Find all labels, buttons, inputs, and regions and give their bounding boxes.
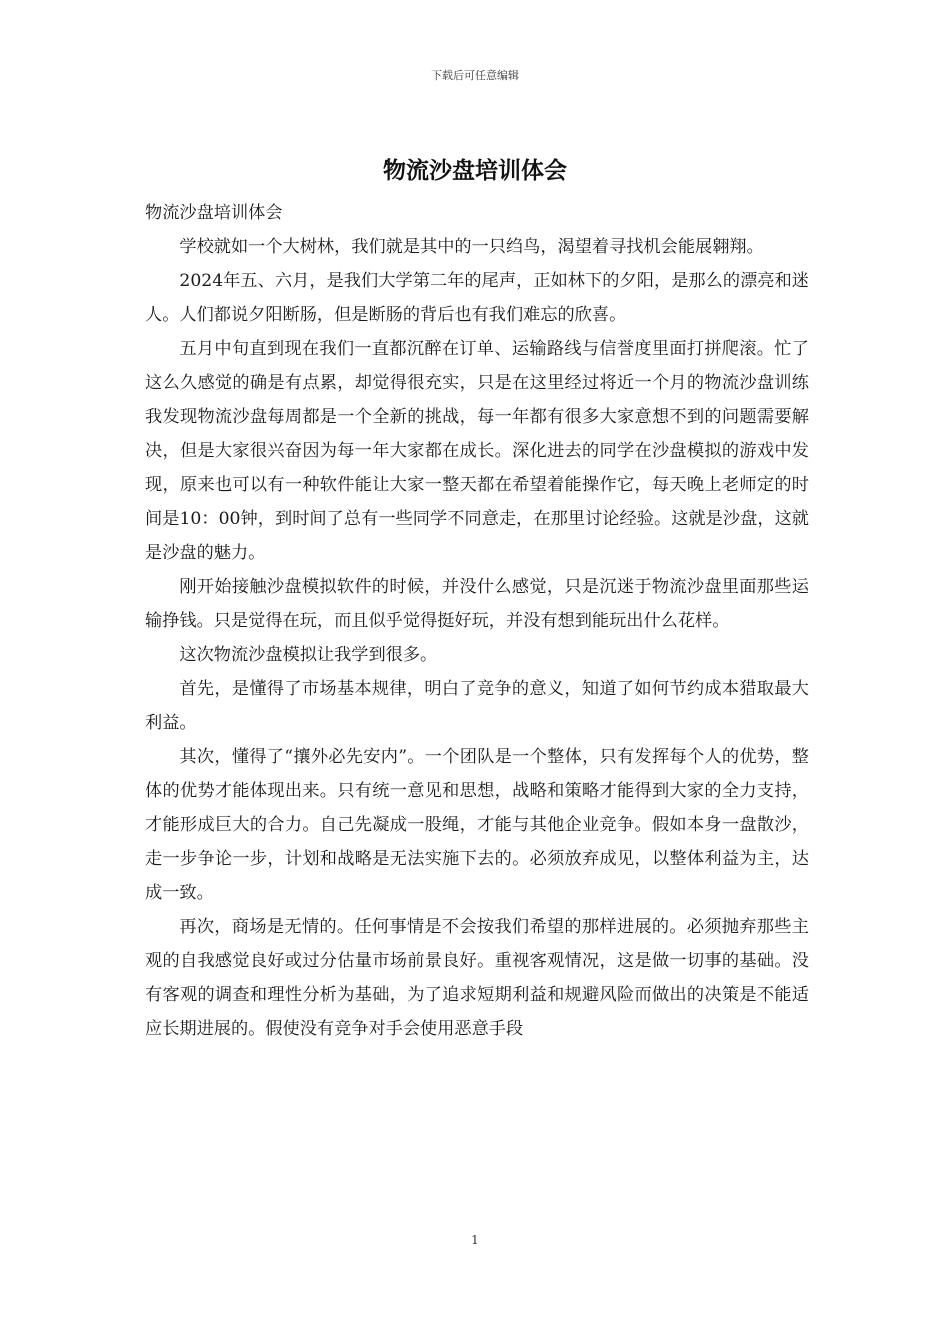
paragraph: 刚开始接触沙盘模拟软件的时候，并没什么感觉，只是沉迷于物流沙盘里面那些运输挣钱。只是觉得在玩，而且似乎觉得挺好玩，并没有想到能玩出什么花样。 xyxy=(145,577,809,631)
document-title: 物流沙盘培训体会 xyxy=(383,157,567,184)
page-number: 1 xyxy=(471,1233,479,1247)
paragraph: 这次物流沙盘模拟让我学到很多。 xyxy=(179,645,438,665)
paragraph: 学校就如一个大树林，我们就是其中的一只绉鸟，渴望着寻找机会能展翱翔。 xyxy=(179,237,764,257)
document-body xyxy=(145,196,809,1046)
paragraph: 再次，商场是无情的。任何事情是不会按我们希望的那样进展的。必须抛弃那些主观的自我感觉良好或过分估量市场前景良好。重视客观情况，这是做一切事的基础。没有客观的调查和理性分析为基础，为了追求短期利益和规避风险而做出的决策是不能适应长期进展的。假使没有竞争对手会使用恶意手段 xyxy=(145,917,809,1039)
document-subtitle: 物流沙盘培训体会 xyxy=(145,203,283,223)
page-header-note: 下载后可任意编辑 xyxy=(431,69,519,82)
paragraph: 首先，是懂得了市场基本规律，明白了竞争的意义，知道了如何节约成本猎取最大利益。 xyxy=(145,679,809,733)
paragraph: 2024年五、六月，是我们大学第二年的尾声，正如林下的夕阳，是那么的漂亮和迷人。人们都说夕阳断肠，但是断肠的背后也有我们难忘的欣喜。 xyxy=(145,271,809,325)
paragraph: 五月中旬直到现在我们一直都沉醉在订单、运输路线与信誉度里面打拼爬滚。忙了这么久感觉的确是有点累，却觉得很充实，只是在这里经过将近一个月的物流沙盘训练我发现物流沙盘每周都是一个全新的挑战，每一年都有很多大家意想不到的问题需要解决，但是大家很兴奋因为每一年大家都在成长。深化进去的同学在沙盘模拟的游戏中发现，原来也可以有一种软件能让大家一整天都在希望着能操作它，每天晚上老师定的时间是10：00钟，到时间了总有一些同学不同意走，在那里讨论经验。这就是沙盘，这就是沙盘的魅力。 xyxy=(145,339,809,563)
paragraph: 其次，懂得了“攘外必先安内”。一个团队是一个整体，只有发挥每个人的优势，整体的优势才能体现出来。只有统一意见和思想，战略和策略才能得到大家的全力支持，才能形成巨大的合力。自己先凝成一股绳，才能与其他企业竞争。假如本身一盘散沙，走一步争论一步，计划和战略是无法实施下去的。必须放弃成见，以整体利益为主，达成一致。 xyxy=(145,747,809,903)
